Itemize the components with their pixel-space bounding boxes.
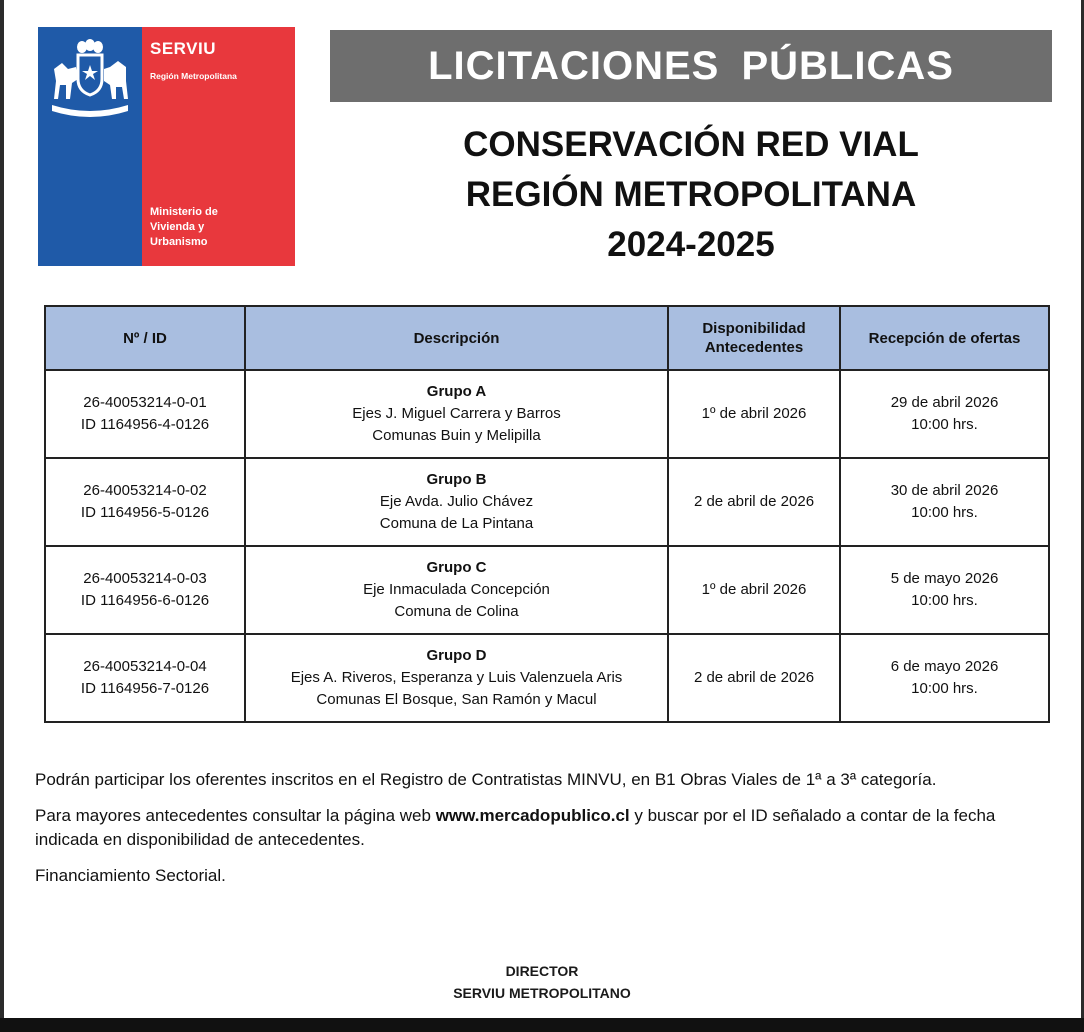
chile-coat-of-arms-icon xyxy=(48,39,132,119)
cell-reception xyxy=(840,634,1049,722)
cell-description xyxy=(245,458,668,546)
cell-description xyxy=(245,546,668,634)
row-reception-time: 10:00 hrs. xyxy=(911,680,978,697)
signature-title: DIRECTOR xyxy=(505,963,579,979)
row-code: 26-40053214-0-03 xyxy=(83,570,207,587)
cell-reception xyxy=(840,458,1049,546)
table-row xyxy=(45,458,1049,546)
cell-availability: 1º de abril 2026 xyxy=(668,546,840,634)
header-availability-line: Disponibilidad xyxy=(702,320,806,337)
project-title-line: CONSERVACIÓN RED VIAL xyxy=(463,125,919,164)
row-reception-time: 10:00 hrs. xyxy=(911,416,978,433)
row-reception-date: 30 de abril 2026 xyxy=(890,482,999,499)
row-reception-date: 6 de mayo 2026 xyxy=(890,658,999,675)
table-row xyxy=(45,370,1049,458)
notes-section xyxy=(35,768,1055,900)
cell-id xyxy=(45,546,245,634)
row-group: Grupo D xyxy=(426,647,487,664)
row-code: 26-40053214-0-04 xyxy=(83,658,207,675)
logo-brand: SERVIU xyxy=(150,39,216,58)
row-desc-line: Comunas Buin y Melipilla xyxy=(372,427,541,444)
row-id: ID 1164956-4-0126 xyxy=(80,416,210,433)
row-desc-line: Eje Avda. Julio Chávez xyxy=(379,493,534,510)
row-group: Grupo C xyxy=(426,559,487,576)
signature-block xyxy=(0,960,1084,1004)
header-availability-line: Antecedentes xyxy=(704,339,804,356)
website-note xyxy=(35,804,1055,852)
row-reception-date: 5 de mayo 2026 xyxy=(890,570,999,587)
row-group: Grupo A xyxy=(426,383,487,400)
project-title-line: 2024-2025 xyxy=(607,225,775,264)
mercadopublico-link[interactable]: www.mercadopublico.cl xyxy=(435,806,630,825)
website-note-text: Para mayores antecedentes consultar la página web xyxy=(35,806,436,825)
financing-note: Financiamiento Sectorial. xyxy=(35,866,226,885)
logo-red-panel xyxy=(142,27,295,266)
frame-bottom-border xyxy=(0,1018,1084,1032)
cell-id xyxy=(45,634,245,722)
logo-ministry-line: Urbanismo xyxy=(150,236,208,248)
cell-description xyxy=(245,634,668,722)
row-code: 26-40053214-0-02 xyxy=(83,482,207,499)
logo-blue-panel xyxy=(38,27,142,266)
cell-reception xyxy=(840,370,1049,458)
header-description: Descripción xyxy=(245,306,668,370)
project-title xyxy=(330,120,1052,270)
logo-region: Región Metropolitana xyxy=(150,71,237,81)
cell-availability: 2 de abril de 2026 xyxy=(668,458,840,546)
cell-id xyxy=(45,370,245,458)
row-id: ID 1164956-5-0126 xyxy=(80,504,210,521)
table-row xyxy=(45,546,1049,634)
table-row xyxy=(45,634,1049,722)
serviu-logo xyxy=(38,27,295,266)
header-reception: Recepción de ofertas xyxy=(840,306,1049,370)
licitaciones-banner: LICITACIONES PÚBLICAS xyxy=(330,30,1052,102)
logo-ministry xyxy=(150,205,290,250)
tender-table xyxy=(44,305,1050,723)
signature-org: SERVIU METROPOLITANO xyxy=(453,985,631,1001)
header-id: Nº / ID xyxy=(45,306,245,370)
table-header-row xyxy=(45,306,1049,370)
row-id: ID 1164956-6-0126 xyxy=(80,592,210,609)
row-desc-line: Comunas El Bosque, San Ramón y Macul xyxy=(316,691,597,708)
cell-id xyxy=(45,458,245,546)
row-desc-line: Comuna de La Pintana xyxy=(379,515,534,532)
row-desc-line: Ejes A. Riveros, Esperanza y Luis Valenzuela Aris xyxy=(290,669,623,686)
row-desc-line: Comuna de Colina xyxy=(394,603,519,620)
logo-ministry-line: Vivienda y xyxy=(150,221,205,233)
row-id: ID 1164956-7-0126 xyxy=(80,680,210,697)
row-desc-line: Eje Inmaculada Concepción xyxy=(363,581,550,598)
cell-availability: 2 de abril de 2026 xyxy=(668,634,840,722)
cell-reception xyxy=(840,546,1049,634)
frame-left-border xyxy=(0,0,4,1032)
header-availability xyxy=(668,306,840,370)
row-reception-time: 10:00 hrs. xyxy=(911,592,978,609)
row-reception-time: 10:00 hrs. xyxy=(911,504,978,521)
website-note-text: y buscar por el ID señalado a contar de la fecha indicada en disponibilidad de antecedentes. xyxy=(35,806,996,849)
project-title-line: REGIÓN METROPOLITANA xyxy=(465,175,917,214)
row-desc-line: Ejes J. Miguel Carrera y Barros xyxy=(352,405,561,422)
row-group: Grupo B xyxy=(426,471,487,488)
cell-availability: 1º de abril 2026 xyxy=(668,370,840,458)
eligibility-note: Podrán participar los oferentes inscritos en el Registro de Contratistas MINVU, en B1 Obras Viales de 1ª a 3ª categoría. xyxy=(35,770,937,789)
row-reception-date: 29 de abril 2026 xyxy=(890,394,999,411)
cell-description xyxy=(245,370,668,458)
logo-ministry-line: Ministerio de xyxy=(150,206,218,218)
row-code: 26-40053214-0-01 xyxy=(83,394,207,411)
